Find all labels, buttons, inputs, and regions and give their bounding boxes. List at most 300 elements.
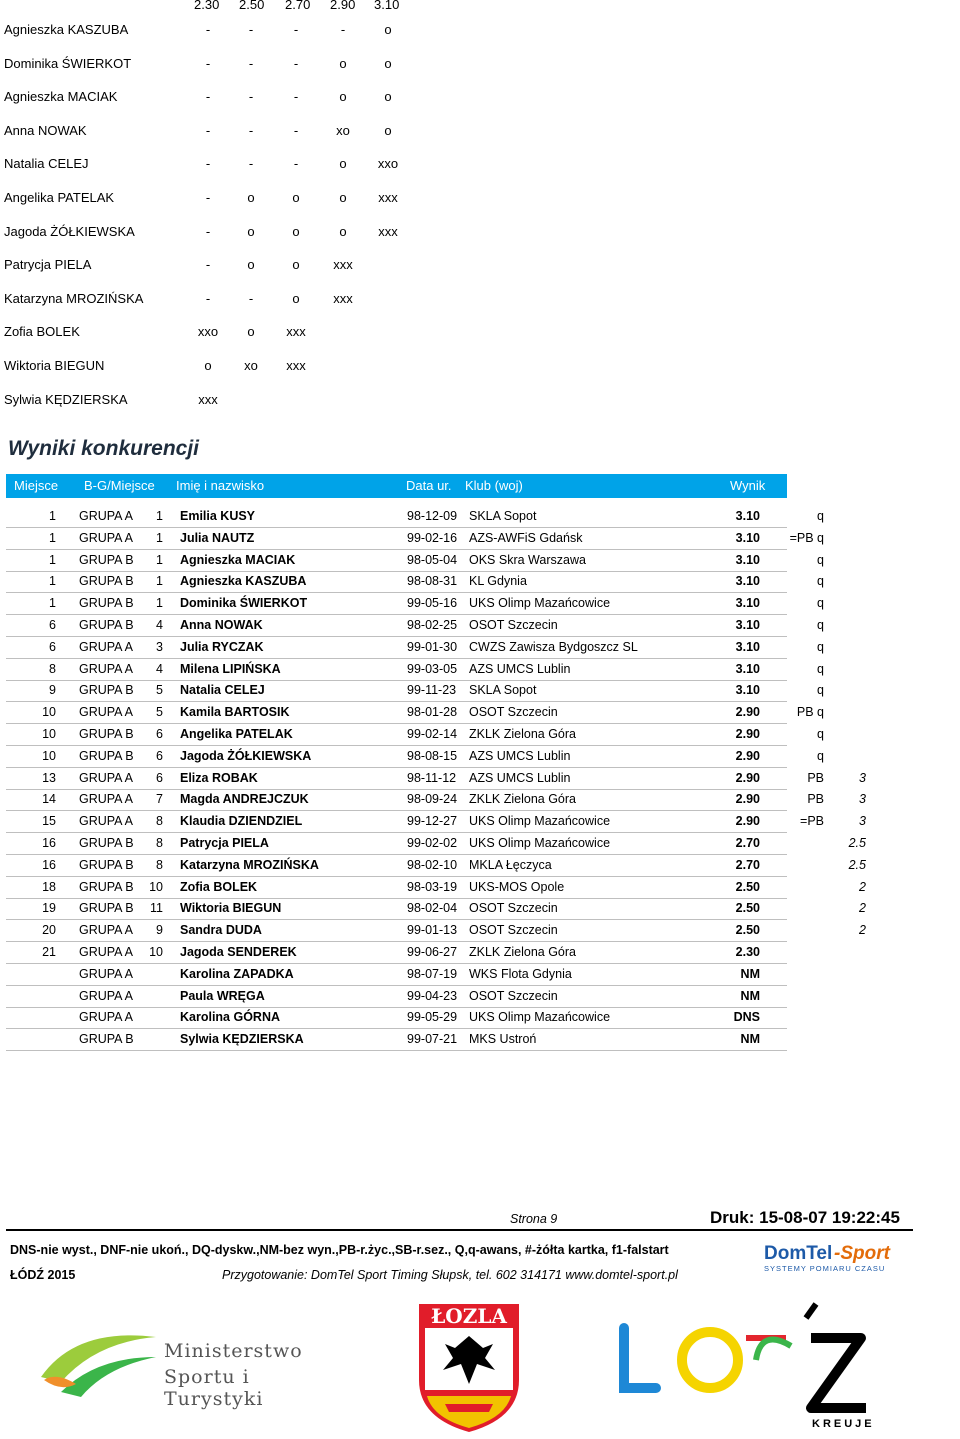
group-place-cell: 10: [149, 945, 163, 959]
note-cell: q: [817, 748, 824, 763]
place-cell: 1: [49, 530, 56, 545]
group-place-cell: 1: [156, 574, 163, 589]
athlete-name-cell: Karolina GÓRNA: [180, 1010, 281, 1025]
table-row: [0, 878, 960, 899]
footer-divider: [6, 1229, 913, 1231]
attempt-mark: o: [204, 358, 212, 373]
athlete-name-cell: Paula WRĘGA: [180, 988, 265, 1003]
table-row: [0, 638, 960, 659]
attempt-row: [0, 56, 960, 78]
group-place-cell: 1: [156, 552, 163, 567]
result-cell: NM: [740, 966, 760, 981]
height-label: 2.30: [194, 0, 220, 12]
place-cell: 1: [49, 574, 56, 589]
result-cell: 2.70: [735, 836, 760, 850]
club-cell: SKLA Sopot: [469, 509, 537, 523]
group-cell: GRUPA B: [79, 552, 134, 567]
place-cell: 21: [42, 945, 56, 959]
dob-cell: 99-04-23: [407, 988, 458, 1003]
group-cell: GRUPA A: [79, 509, 133, 523]
club-cell: CWZS Zawisza Bydgoszcz SL: [469, 639, 638, 654]
group-place-cell: 6: [156, 748, 163, 763]
attempt-mark: -: [205, 290, 211, 306]
attempt-mark: -: [248, 290, 254, 306]
table-row: [0, 812, 960, 833]
group-cell: GRUPA A: [79, 1010, 133, 1025]
attempt-mark: -: [248, 22, 254, 37]
group-place-cell: 8: [156, 814, 163, 829]
result-cell: 2.50: [735, 879, 760, 894]
attempt-mark: xxx: [333, 257, 353, 273]
attempt-mark: -: [248, 89, 254, 105]
table-row: [0, 856, 960, 877]
club-cell: ZKLK Zielona Góra: [469, 945, 576, 959]
club-cell: WKS Flota Gdynia: [469, 966, 572, 981]
athlete-name-cell: Natalia CELEJ: [180, 683, 265, 698]
note-cell: q: [817, 661, 824, 676]
lozla-crest: [415, 1300, 523, 1434]
domtel-tagline: SYSTEMY POMIARU CZASU: [764, 1264, 886, 1273]
attempt-mark: xxo: [377, 156, 399, 172]
attempt-mark: o: [247, 324, 255, 340]
result-cell: DNS: [733, 1010, 760, 1025]
note-cell: q: [817, 618, 824, 632]
athlete-name-cell: Milena LIPIŃSKA: [180, 661, 281, 676]
result-cell: 3.10: [735, 552, 760, 567]
athlete-name-cell: Klaudia DZIENDZIEL: [180, 814, 303, 829]
group-cell: GRUPA B: [79, 618, 134, 632]
attempt-mark: -: [205, 156, 211, 172]
place-cell: 6: [49, 618, 56, 632]
dob-cell: 99-05-29: [407, 1010, 458, 1025]
athlete-name: Jagoda ŻÓŁKIEWSKA: [4, 223, 135, 239]
note-cell: q: [817, 639, 824, 654]
dob-cell: 98-05-04: [407, 552, 458, 567]
attempt-mark: -: [205, 55, 211, 71]
place-cell: 13: [42, 770, 56, 785]
row-divider: [6, 1050, 787, 1051]
dob-cell: 99-05-16: [407, 596, 458, 611]
table-row: [0, 921, 960, 942]
dob-cell: 98-08-15: [407, 748, 458, 763]
club-cell: AZS UMCS Lublin: [469, 770, 571, 785]
group-place-cell: 1: [156, 530, 163, 545]
group-cell: GRUPA A: [79, 945, 133, 959]
place-cell: 16: [42, 836, 56, 850]
result-cell: 3.10: [735, 618, 760, 632]
attempt-mark: -: [248, 55, 254, 71]
athlete-name-cell: Patrycja PIELA: [180, 836, 269, 850]
attempt-mark: -: [293, 55, 299, 71]
table-row: [0, 507, 960, 528]
table-row: [0, 616, 960, 637]
result-cell: 2.30: [735, 945, 760, 959]
attempt-row: [0, 224, 960, 246]
dob-cell: 99-01-13: [407, 923, 458, 938]
athlete-name-cell: Angelika PATELAK: [180, 727, 293, 741]
attempt-mark: -: [293, 122, 299, 138]
athlete-name-cell: Zofia BOLEK: [180, 879, 258, 894]
group-place-cell: 4: [156, 618, 163, 632]
domtel-brand: DomTel: [764, 1243, 833, 1264]
dob-cell: 98-07-19: [407, 966, 458, 981]
place-cell: 15: [42, 814, 56, 829]
group-place-cell: 6: [156, 770, 163, 785]
group-cell: GRUPA B: [79, 857, 134, 872]
points-cell: 2: [859, 901, 866, 916]
athlete-name-cell: Sylwia KĘDZIERSKA: [180, 1032, 304, 1047]
attempt-mark: -: [205, 257, 211, 273]
heights-row: [0, 0, 960, 19]
ministry-line2: Sportu i Turystyki: [164, 1366, 264, 1410]
height-label: 2.50: [239, 0, 265, 12]
place-cell: 10: [42, 748, 56, 763]
table-row: [0, 529, 960, 550]
group-cell: GRUPA B: [79, 836, 134, 850]
club-cell: OSOT Szczecin: [469, 901, 558, 916]
group-place-cell: 7: [156, 792, 163, 807]
athlete-name: Agnieszka MACIAK: [4, 89, 118, 105]
dob-cell: 99-12-27: [407, 814, 458, 829]
attempt-mark: -: [293, 22, 299, 37]
height-label: 3.10: [374, 0, 400, 12]
attempt-mark: -: [293, 156, 299, 172]
place-cell: 9: [49, 683, 56, 698]
header-place: Miejsce: [14, 478, 59, 493]
attempt-row: [0, 22, 960, 44]
ministry-line1: Ministerstwo: [164, 1340, 303, 1362]
attempt-mark: xxx: [286, 324, 306, 340]
group-cell: GRUPA A: [79, 705, 133, 720]
results-table-header: [6, 474, 787, 498]
athlete-name-cell: Magda ANDREJCZUK: [180, 792, 309, 807]
note-cell: q: [817, 727, 824, 741]
attempt-mark: o: [339, 156, 347, 172]
group-place-cell: 8: [156, 857, 163, 872]
table-row: [0, 769, 960, 790]
result-cell: 3.10: [735, 683, 760, 698]
group-cell: GRUPA B: [79, 596, 134, 611]
lozla-text: ŁOZLA: [431, 1304, 507, 1328]
athlete-name-cell: Eliza ROBAK: [180, 770, 258, 785]
attempt-row: [0, 257, 960, 279]
table-row: [0, 660, 960, 681]
athlete-name-cell: Kamila BARTOSIK: [180, 705, 290, 720]
athlete-name: Katarzyna MROZIŃSKA: [4, 290, 144, 306]
athlete-name-cell: Julia NAUTZ: [180, 530, 255, 545]
club-cell: OSOT Szczecin: [469, 618, 558, 632]
attempt-mark: -: [205, 122, 211, 138]
height-label: 2.70: [285, 0, 311, 12]
points-cell: 2: [859, 879, 866, 894]
attempt-mark: o: [247, 257, 255, 273]
athlete-name-cell: Katarzyna MROZIŃSKA: [180, 857, 319, 872]
dob-cell: 99-03-05: [407, 661, 458, 676]
attempt-mark: -: [205, 223, 211, 239]
header-group-place: B-G/Miejsce: [84, 478, 155, 493]
group-cell: GRUPA B: [79, 727, 134, 741]
table-row: [0, 790, 960, 811]
attempt-mark: xxx: [378, 223, 398, 239]
city-year: ŁÓDŹ 2015: [10, 1268, 76, 1282]
attempt-row: [0, 89, 960, 111]
attempt-mark: -: [293, 89, 299, 105]
club-cell: OSOT Szczecin: [469, 705, 558, 720]
attempt-row: [0, 358, 960, 380]
result-cell: NM: [740, 1032, 760, 1047]
dob-cell: 99-07-21: [407, 1032, 458, 1047]
place-cell: 6: [49, 639, 56, 654]
attempt-mark: o: [292, 223, 300, 239]
athlete-name-cell: Jagoda ŻÓŁKIEWSKA: [180, 748, 312, 763]
page-number: Strona 9: [510, 1212, 558, 1226]
club-cell: OKS Skra Warszawa: [469, 552, 586, 567]
points-cell: 2: [859, 923, 866, 938]
athlete-name: Sylwia KĘDZIERSKA: [4, 391, 128, 407]
attempt-mark: o: [292, 257, 300, 273]
attempt-mark: -: [340, 22, 346, 37]
kreuje-text: KREUJE: [812, 1418, 875, 1430]
club-cell: KL Gdynia: [469, 574, 527, 589]
attempt-row: [0, 123, 960, 145]
attempt-mark: o: [339, 190, 347, 205]
print-timestamp: Druk: 15-08-07 19:22:45: [710, 1208, 900, 1227]
club-cell: OSOT Szczecin: [469, 923, 558, 938]
height-label: 2.90: [330, 0, 356, 12]
attempt-row: [0, 324, 960, 346]
club-cell: UKS Olimp Mazańcowice: [469, 836, 611, 850]
prepared-by: Przygotowanie: DomTel Sport Timing Słupsk, tel. 602 314171 www.domtel-sport.pl: [222, 1268, 678, 1282]
attempt-row: [0, 190, 960, 212]
attempt-mark: o: [339, 89, 347, 105]
result-cell: 2.70: [735, 857, 760, 872]
dob-cell: 98-02-25: [407, 618, 458, 632]
group-cell: GRUPA A: [79, 923, 133, 938]
group-place-cell: 1: [156, 596, 163, 611]
header-dob: Data ur.: [406, 478, 452, 493]
dob-cell: 99-02-16: [407, 530, 458, 545]
group-cell: GRUPA A: [79, 988, 133, 1003]
note-cell: PB: [807, 770, 824, 785]
table-row: [0, 594, 960, 615]
club-cell: ZKLK Zielona Góra: [469, 727, 576, 741]
attempt-mark: xxo: [197, 324, 219, 340]
dob-cell: 99-11-23: [407, 683, 457, 698]
group-place-cell: 6: [156, 727, 163, 741]
result-cell: 2.90: [735, 814, 760, 829]
place-cell: 20: [42, 923, 56, 938]
club-cell: UKS Olimp Mazańcowice: [469, 596, 611, 611]
athlete-name: Anna NOWAK: [4, 122, 87, 138]
points-cell: 3: [859, 770, 866, 785]
athlete-name-cell: Agnieszka KASZUBA: [180, 574, 307, 589]
group-cell: GRUPA B: [79, 683, 134, 698]
club-cell: MKS Ustroń: [469, 1032, 537, 1047]
group-place-cell: 5: [156, 683, 163, 698]
group-place-cell: 4: [156, 661, 163, 676]
note-cell: q: [817, 683, 824, 698]
group-place-cell: 3: [156, 639, 163, 654]
group-place-cell: 9: [156, 923, 163, 938]
dob-cell: 98-12-09: [407, 509, 458, 523]
points-cell: 3: [859, 814, 866, 829]
club-cell: UKS Olimp Mazańcowice: [469, 1010, 611, 1025]
result-cell: 3.10: [735, 596, 760, 611]
dob-cell: 99-01-30: [407, 639, 458, 654]
legend-text: DNS-nie wyst., DNF-nie ukoń., DQ-dyskw.,NM-bez wyn.,PB-r.życ.,SB-r.sez., Q,q-awans, #-żółta kartka, f1-falstart: [10, 1243, 669, 1257]
athlete-name-cell: Wiktoria BIEGUN: [180, 901, 282, 916]
club-cell: MKLA Łęczyca: [469, 857, 552, 872]
dob-cell: 98-03-19: [407, 879, 458, 894]
note-cell: q: [817, 509, 824, 523]
attempt-mark: -: [248, 156, 254, 172]
note-cell: =PB q: [789, 530, 824, 545]
place-cell: 8: [49, 661, 56, 676]
points-cell: 3: [859, 792, 866, 807]
athlete-name: Zofia BOLEK: [4, 324, 80, 340]
group-place-cell: 8: [156, 836, 163, 850]
club-cell: AZS UMCS Lublin: [469, 661, 571, 676]
attempt-row: [0, 392, 960, 414]
result-cell: 2.90: [735, 748, 760, 763]
attempt-mark: -: [205, 190, 211, 205]
athlete-name-cell: Anna NOWAK: [180, 618, 263, 632]
club-cell: AZS UMCS Lublin: [469, 748, 571, 763]
points-cell: 2.5: [848, 857, 866, 872]
result-cell: 3.10: [735, 639, 760, 654]
group-cell: GRUPA A: [79, 530, 133, 545]
attempt-mark: o: [292, 290, 300, 306]
place-cell: 19: [42, 901, 56, 916]
dob-cell: 98-11-12: [407, 770, 457, 785]
athlete-name-cell: Karolina ZAPADKA: [180, 966, 294, 981]
place-cell: 16: [42, 857, 56, 872]
ministry-swoosh-icon: [36, 1322, 166, 1402]
attempt-mark: o: [247, 190, 255, 205]
header-result: Wynik: [730, 478, 766, 493]
place-cell: 18: [42, 879, 56, 894]
attempt-mark: xo: [244, 358, 258, 373]
table-row: [0, 681, 960, 702]
dob-cell: 98-09-24: [407, 792, 458, 807]
dob-cell: 98-02-04: [407, 901, 458, 916]
athlete-name-cell: Sandra DUDA: [180, 923, 262, 938]
dob-cell: 98-08-31: [407, 574, 458, 589]
group-cell: GRUPA B: [79, 1032, 134, 1047]
attempt-mark: -: [205, 89, 211, 105]
attempt-mark: o: [384, 22, 392, 37]
table-row: [0, 834, 960, 855]
note-cell: PB: [807, 792, 824, 807]
athlete-name: Patrycja PIELA: [4, 257, 92, 273]
dob-cell: 98-02-10: [407, 857, 458, 872]
attempt-mark: xo: [336, 122, 350, 138]
club-cell: SKLA Sopot: [469, 683, 537, 698]
group-place-cell: 5: [156, 705, 163, 720]
attempt-mark: o: [247, 223, 255, 239]
result-cell: 3.10: [735, 530, 760, 545]
place-cell: 10: [42, 727, 56, 741]
lodz-logo: [616, 1298, 876, 1434]
place-cell: 10: [42, 705, 56, 720]
athlete-name-cell: Emilia KUSY: [180, 509, 256, 523]
group-cell: GRUPA B: [79, 901, 134, 916]
group-cell: GRUPA A: [79, 792, 133, 807]
group-place-cell: 10: [149, 879, 163, 894]
attempt-mark: xxx: [198, 391, 218, 407]
club-cell: OSOT Szczecin: [469, 988, 558, 1003]
result-cell: 3.10: [735, 574, 760, 589]
athlete-name-cell: Jagoda SENDEREK: [180, 945, 297, 959]
club-cell: ZKLK Zielona Góra: [469, 792, 576, 807]
group-cell: GRUPA B: [79, 879, 134, 894]
club-cell: UKS Olimp Mazańcowice: [469, 814, 611, 829]
table-row: [0, 965, 960, 986]
note-cell: q: [817, 552, 824, 567]
athlete-name-cell: Dominika ŚWIERKOT: [180, 596, 308, 611]
group-cell: GRUPA A: [79, 814, 133, 829]
table-row: [0, 747, 960, 768]
club-cell: AZS-AWFiS Gdańsk: [469, 530, 583, 545]
lodz-kreuje-icon: [616, 1298, 876, 1418]
table-row: [0, 987, 960, 1008]
result-cell: 2.90: [735, 792, 760, 807]
result-cell: 3.10: [735, 661, 760, 676]
ministry-logo: [36, 1322, 336, 1410]
attempt-mark: -: [205, 22, 211, 37]
athlete-name: Dominika ŚWIERKOT: [4, 55, 132, 71]
attempt-mark: o: [384, 89, 392, 105]
group-cell: GRUPA B: [79, 574, 134, 589]
attempt-row: [0, 291, 960, 313]
place-cell: 14: [42, 792, 56, 807]
result-cell: 2.50: [735, 923, 760, 938]
attempt-mark: -: [248, 122, 254, 138]
result-cell: 2.90: [735, 770, 760, 785]
athlete-name-cell: Julia RYCZAK: [180, 639, 264, 654]
dob-cell: 99-02-02: [407, 836, 458, 850]
place-cell: 1: [49, 509, 56, 523]
dob-cell: 98-01-28: [407, 705, 458, 720]
header-club: Klub (woj): [465, 478, 523, 493]
club-cell: UKS-MOS Opole: [469, 879, 565, 894]
result-cell: NM: [740, 988, 760, 1003]
result-cell: 2.50: [735, 901, 760, 916]
attempt-mark: o: [339, 55, 347, 71]
attempt-mark: o: [292, 190, 300, 205]
athlete-name: Wiktoria BIEGUN: [4, 358, 105, 373]
attempt-row: [0, 156, 960, 178]
attempt-mark: xxx: [286, 358, 306, 373]
note-cell: q: [817, 574, 824, 589]
athlete-name: Natalia CELEJ: [4, 156, 89, 172]
header-name: Imię i nazwisko: [176, 478, 265, 493]
domtel-brand-sport: -Sport: [834, 1243, 890, 1264]
group-cell: GRUPA A: [79, 770, 133, 785]
note-cell: PB q: [796, 705, 824, 720]
result-cell: 2.90: [735, 705, 760, 720]
athlete-name: Angelika PATELAK: [4, 190, 115, 205]
domtel-logo: [764, 1243, 914, 1273]
result-cell: 2.90: [735, 727, 760, 741]
athlete-name-cell: Agnieszka MACIAK: [180, 552, 296, 567]
table-row: [0, 572, 960, 593]
table-row: [0, 703, 960, 724]
group-cell: GRUPA A: [79, 661, 133, 676]
group-place-cell: 1: [156, 509, 163, 523]
points-cell: 2.5: [848, 836, 866, 850]
note-cell: =PB: [800, 814, 824, 829]
